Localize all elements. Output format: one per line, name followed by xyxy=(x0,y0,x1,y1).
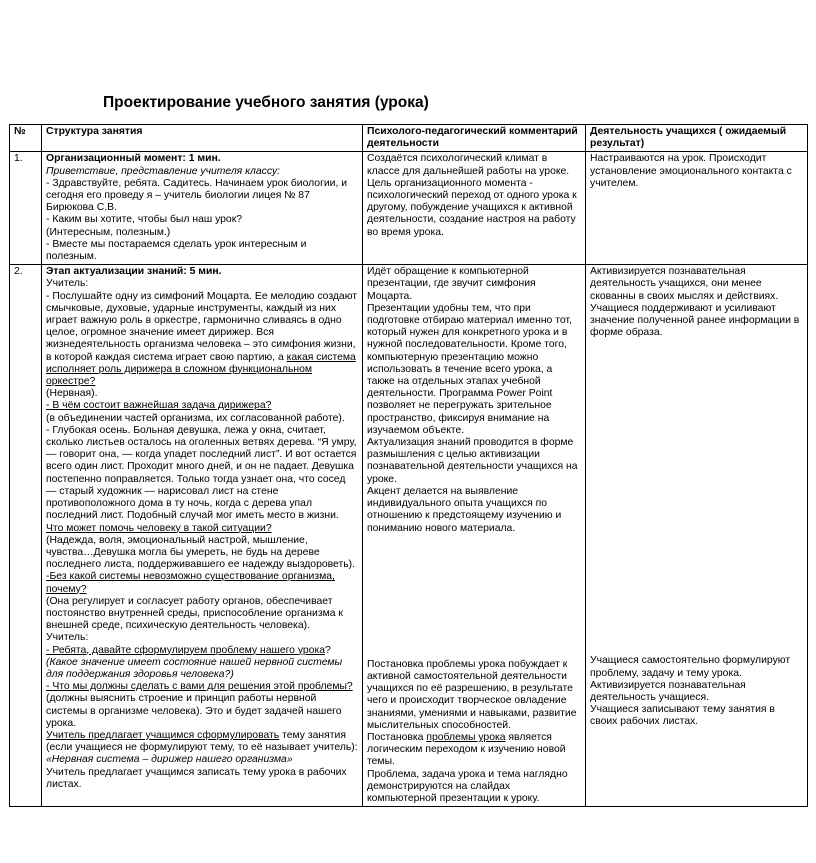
comment-cell xyxy=(363,152,586,265)
stage-text: (Какое значение имеет состояние нашей нервной системы для поддержания здоровья человека?) xyxy=(46,656,343,680)
comment-text: Постановка проблемы урока является логическим переходом к изучению новой темы. xyxy=(367,731,566,768)
stage-text: - Послушайте одну из симфоний Моцарта. Ее мелодию создают смычковые, духовые, ударные инструменты, каждый из них играет важную роль в оркестре, гармонично сливаясь в одно целое, огромное значение имеет дирижер. Вся жизнедеятельность организма человека – это симфония жизни, в которой каждая система играет свою партию, а какая система исполняет роль дирижера в сложном функциональном оркестре? xyxy=(46,290,358,388)
question-text: -Без какой системы невозможно существование организма, почему? xyxy=(46,571,335,595)
comment-text: Акцент делается на выявление индивидуального опыта учащихся по отношению к предстоящему изучению и пониманию нового материала. xyxy=(367,485,562,534)
stage-text: (Она регулирует и согласует работу органов, обеспечивает постоянство внутренней среды, приспособление организма к внешней среде, психическую деятельность человека). xyxy=(46,595,343,632)
question-text: Что может помочь человеку в такой ситуации? xyxy=(46,522,272,534)
comment-text: Проблема, задача урока и тема наглядно демонстрируются на слайдах компьютерной презентации к уроку. xyxy=(367,768,568,804)
lesson-topic: «Нервная система – дирижер нашего организма» xyxy=(46,754,293,766)
students-cell xyxy=(586,265,808,807)
header-number: № xyxy=(10,125,42,152)
row-number: 2. xyxy=(10,265,42,807)
stage-title: Этап актуализации знаний: 5 мин. xyxy=(46,266,222,278)
comment-text: Постановка проблемы урока побуждает к активной самостоятельной деятельности учащихся по её разрешению, в результате чего и происходит творческое овладение знаниями, умениями и навыками, развитие мыслительных способностей. xyxy=(367,658,577,731)
stage-intro: Приветствие, представление учителя классу: xyxy=(46,165,281,177)
students-cell xyxy=(586,152,808,265)
students-text: Учащиеся самостоятельно формулируют проблему, задачу и тему урока. xyxy=(590,655,791,679)
stage-text: (должны выяснить строение и принцип работы нервной системы в организме человека). Это и будет задачей нашего урока. xyxy=(46,693,342,729)
students-text: Активизируется познавательная деятельность учащихся, они менее скованны в своих мыслях и действиях. Учащиеся поддерживают и усиливают значение полученной ранее информации в форме образа. xyxy=(590,266,800,339)
comment-cell xyxy=(363,265,586,807)
table-row xyxy=(10,152,808,265)
header-students: Деятельность учащихся ( ожидаемый результат) xyxy=(586,125,808,152)
row-number: 1. xyxy=(10,152,42,265)
stage-title: Организационный момент: 1 мин. xyxy=(46,153,221,165)
students-text: Активизируется познавательная деятельность учащиеся. xyxy=(590,679,746,704)
stage-text: - Вместе мы постараемся сделать урок интересным и полезным. xyxy=(46,238,307,263)
comment-text: Презентации удобны тем, что при подготовке отбираю материал именно тот, который нужен для конкретного урока и в нужной последовательности. Кроме того, компьютерную презентацию можно использовать в течение всего урока, а также на отдельных этапах учебной деятельности. Программа Power Point позволяет не перегружать зрительное пространство, фиксируя внимание на изучаемом объекте. xyxy=(367,302,572,436)
stage-text: - Здравствуйте, ребята. Садитесь. Начинаем урок биологии, и сегодня его проведу я – учитель биологии лицея № 87 Бирюкова С.В. xyxy=(46,177,348,214)
table-row xyxy=(10,265,808,807)
page-title: Проектирование учебного занятия (урока) xyxy=(103,94,429,111)
stage-text: (в объединении частей организма, их согласованной работе). xyxy=(46,412,345,424)
lesson-plan-table xyxy=(9,124,808,807)
header-comment: Психолого-педагогический комментарий деятельности xyxy=(363,125,586,152)
comment-text: Создаётся психологический климат в классе для дальнейшей работы на уроке. Цель организационного момента - психологический переход от одного урока к другому, побуждение учащихся к активной деятельности, создание настроя на работу во время урока. xyxy=(367,153,577,238)
stage-text: (Интересным, полезным.) xyxy=(46,226,171,238)
table-header-row xyxy=(10,125,808,152)
structure-cell xyxy=(42,152,363,265)
speaker-label: Учитель: xyxy=(46,632,89,644)
question-text: - Ребята, давайте сформулируем проблему нашего урока xyxy=(46,644,326,656)
question-text: - Что мы должны сделать с вами для решения этой проблемы? xyxy=(46,681,353,693)
speaker-label: Учитель: xyxy=(46,278,89,290)
students-text: Настраиваются на урок. Происходит установление эмоционального контакта с учителем. xyxy=(590,153,792,189)
stage-text: - Каким вы хотите, чтобы был наш урок? xyxy=(46,214,243,226)
stage-text: - Ребята, давайте сформулируем проблему нашего урока? xyxy=(46,644,331,656)
stage-text: Учитель предлагает учащимся сформулировать тему занятия (если учащиеся не формулируют тему, то её называет учитель): «Нервная система – дирижер нашего организма» xyxy=(46,729,358,766)
structure-cell xyxy=(42,265,363,807)
stage-text: (Надежда, воля, эмоциональный настрой, мышление, чувства…Девушка могла бы умереть, не будь на дереве последнего листа, поддерживавшего ее надежду выздороветь). xyxy=(46,534,355,571)
question-text: какая система исполняет роль дирижера в сложном функциональном оркестре? xyxy=(46,351,356,388)
comment-text: Актуализация знаний проводится в форме размышления с целью активизации познавательной деятельности учащихся на уроке. xyxy=(367,437,578,485)
students-text: Учащиеся записывают тему занятия в своих рабочих листах. xyxy=(590,704,775,728)
stage-text: - Глубокая осень. Больная девушка, лежа у окна, считает, сколько листьев осталось на оголенных ветвях дерева. “Я умру, — говорит она, — когда упадет последний лист”. И вот остается всего один лист. Проходит много дней, и он не падает. Девушка постепенно поправляется. Только тогда узнает она, что сосед — старый художник — нарисовал лист на стене противоположного дома в ту ночь, когда с дерева упал последний лист. Подобный случай мог иметь место в жизни. Что может помочь человеку в такой ситуации? xyxy=(46,424,357,534)
stage-text: (Нервная). xyxy=(46,388,98,400)
stage-text: Учитель предлагает учащимся записать тему урока в рабочих листах. xyxy=(46,766,347,790)
question-text: - В чём состоит важнейшая задача дирижера? xyxy=(46,400,272,412)
header-structure: Структура занятия xyxy=(42,125,363,152)
comment-text: Идёт обращение к компьютерной презентации, где звучит симфония Моцарта. xyxy=(367,266,536,302)
